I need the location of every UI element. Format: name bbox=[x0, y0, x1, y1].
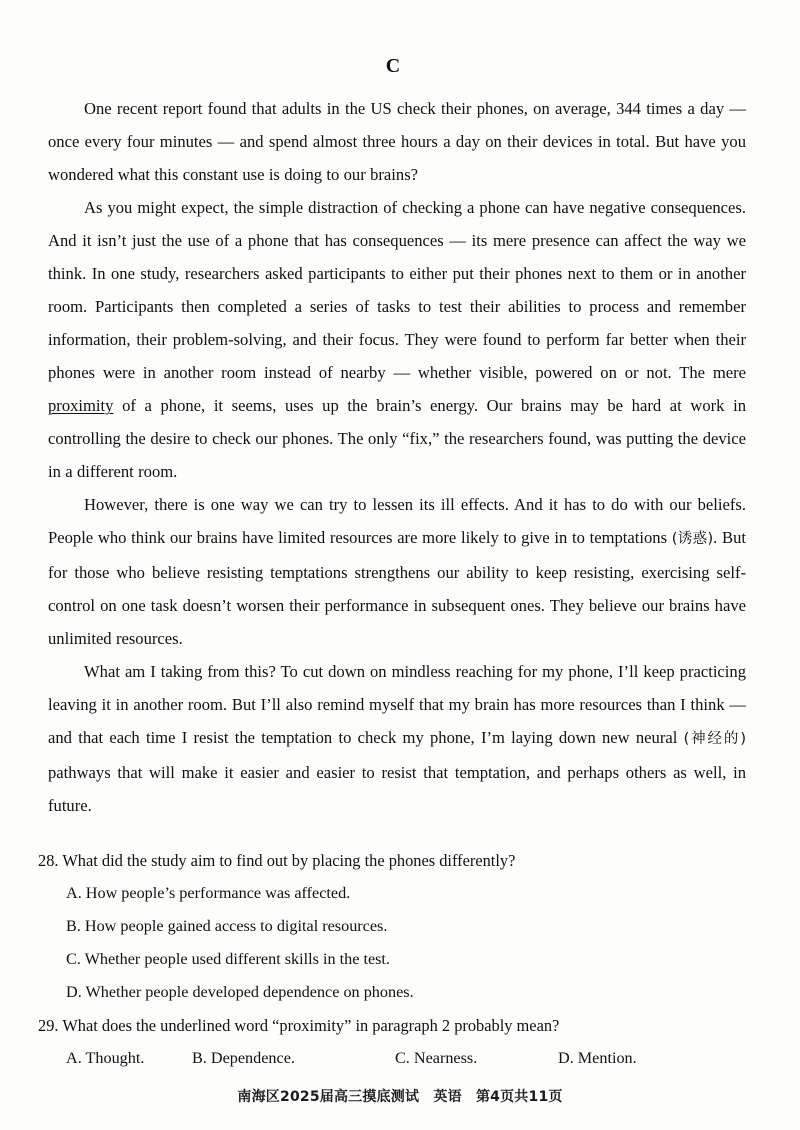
passage-paragraph-4-text: What am I taking from this? To cut down on mindless reaching for my phone, I’ll keep practicing leaving it in another room. But I’ll also remind myself that my brain has more resources than I think — and that each time I resist the temptation to check my phone, I’m laying down new neural (神经的) pathways that will make it easier and easier to resist that temptation, and perhaps others as well, in future. bbox=[48, 662, 746, 815]
question-29-options bbox=[38, 1042, 748, 1075]
question-28 bbox=[38, 844, 748, 1009]
question-28-option-a[interactable]: A. How people’s performance was affected. bbox=[66, 884, 351, 902]
passage-paragraph-2 bbox=[48, 191, 746, 488]
question-29 bbox=[38, 1009, 748, 1075]
passage-paragraph-3-text: However, there is one way we can try to lessen its ill effects. And it has to do with our beliefs. People who think our brains have limited resources are more likely to give in to temptations (诱惑). But for those who believe resisting temptations strengthens our ability to keep resisting, exercising self-control on one task doesn’t worsen their performance in subsequent ones. They believe our brains have unlimited resources. bbox=[48, 495, 746, 648]
question-28-number: 28. bbox=[38, 851, 59, 870]
question-28-text: What did the study aim to find out by placing the phones differently? bbox=[62, 851, 516, 870]
question-28-options bbox=[38, 877, 748, 1009]
question-29-option-a[interactable]: A. Thought. bbox=[66, 1049, 145, 1067]
footer-text: 南海区2025届高三摸底测试 英语 第4页共11页 bbox=[237, 1089, 563, 1105]
passage-paragraph-1 bbox=[48, 92, 746, 191]
page-footer bbox=[0, 1086, 800, 1106]
underlined-vocabulary-word: proximity bbox=[48, 396, 114, 415]
question-28-option-b[interactable]: B. How people gained access to digital resources. bbox=[66, 917, 388, 935]
questions-section bbox=[38, 844, 748, 1075]
question-29-text: What does the underlined word “proximity” in paragraph 2 probably mean? bbox=[62, 1016, 560, 1035]
chinese-gloss: (神经的) bbox=[683, 731, 746, 747]
passage-paragraph-1-text: One recent report found that adults in the US check their phones, on average, 344 times a day — once every four minutes — and spend almost three hours a day on their devices in total. But have you wondered what this constant use is doing to our brains? bbox=[48, 99, 746, 184]
page-content bbox=[38, 0, 748, 1075]
question-29-option-b[interactable]: B. Dependence. bbox=[192, 1049, 295, 1067]
reading-passage bbox=[38, 92, 748, 822]
passage-paragraph-3 bbox=[48, 488, 746, 655]
section-letter-heading: C bbox=[385, 55, 401, 77]
question-29-stem bbox=[38, 1009, 748, 1042]
passage-paragraph-4 bbox=[48, 655, 746, 822]
question-28-stem bbox=[38, 844, 748, 877]
question-28-option-c[interactable]: C. Whether people used different skills in the test. bbox=[66, 950, 390, 968]
chinese-gloss: (诱惑) bbox=[671, 531, 714, 547]
passage-paragraph-2-text: As you might expect, the simple distraction of checking a phone can have negative consequences. And it isn’t just the use of a phone that has consequences — its mere presence can affect the way we think. In one study, researchers asked participants to either put their phones next to them or in another room. Participants then completed a series of tasks to test their abilities to process and remember information, their problem-solving, and their focus. They were found to perform far better when their phones were in another room instead of nearby — whether visible, powered on or not. The mere proximity of a phone, it seems, uses up the brain’s energy. Our brains may be hard at work in controlling the desire to check our phones. The only “fix,” the researchers found, was putting the device in a different room. bbox=[48, 198, 746, 481]
question-29-number: 29. bbox=[38, 1016, 59, 1035]
question-29-option-d[interactable]: D. Mention. bbox=[558, 1049, 637, 1067]
question-29-option-c[interactable]: C. Nearness. bbox=[395, 1049, 478, 1067]
question-28-option-d[interactable]: D. Whether people developed dependence on phones. bbox=[66, 983, 414, 1001]
